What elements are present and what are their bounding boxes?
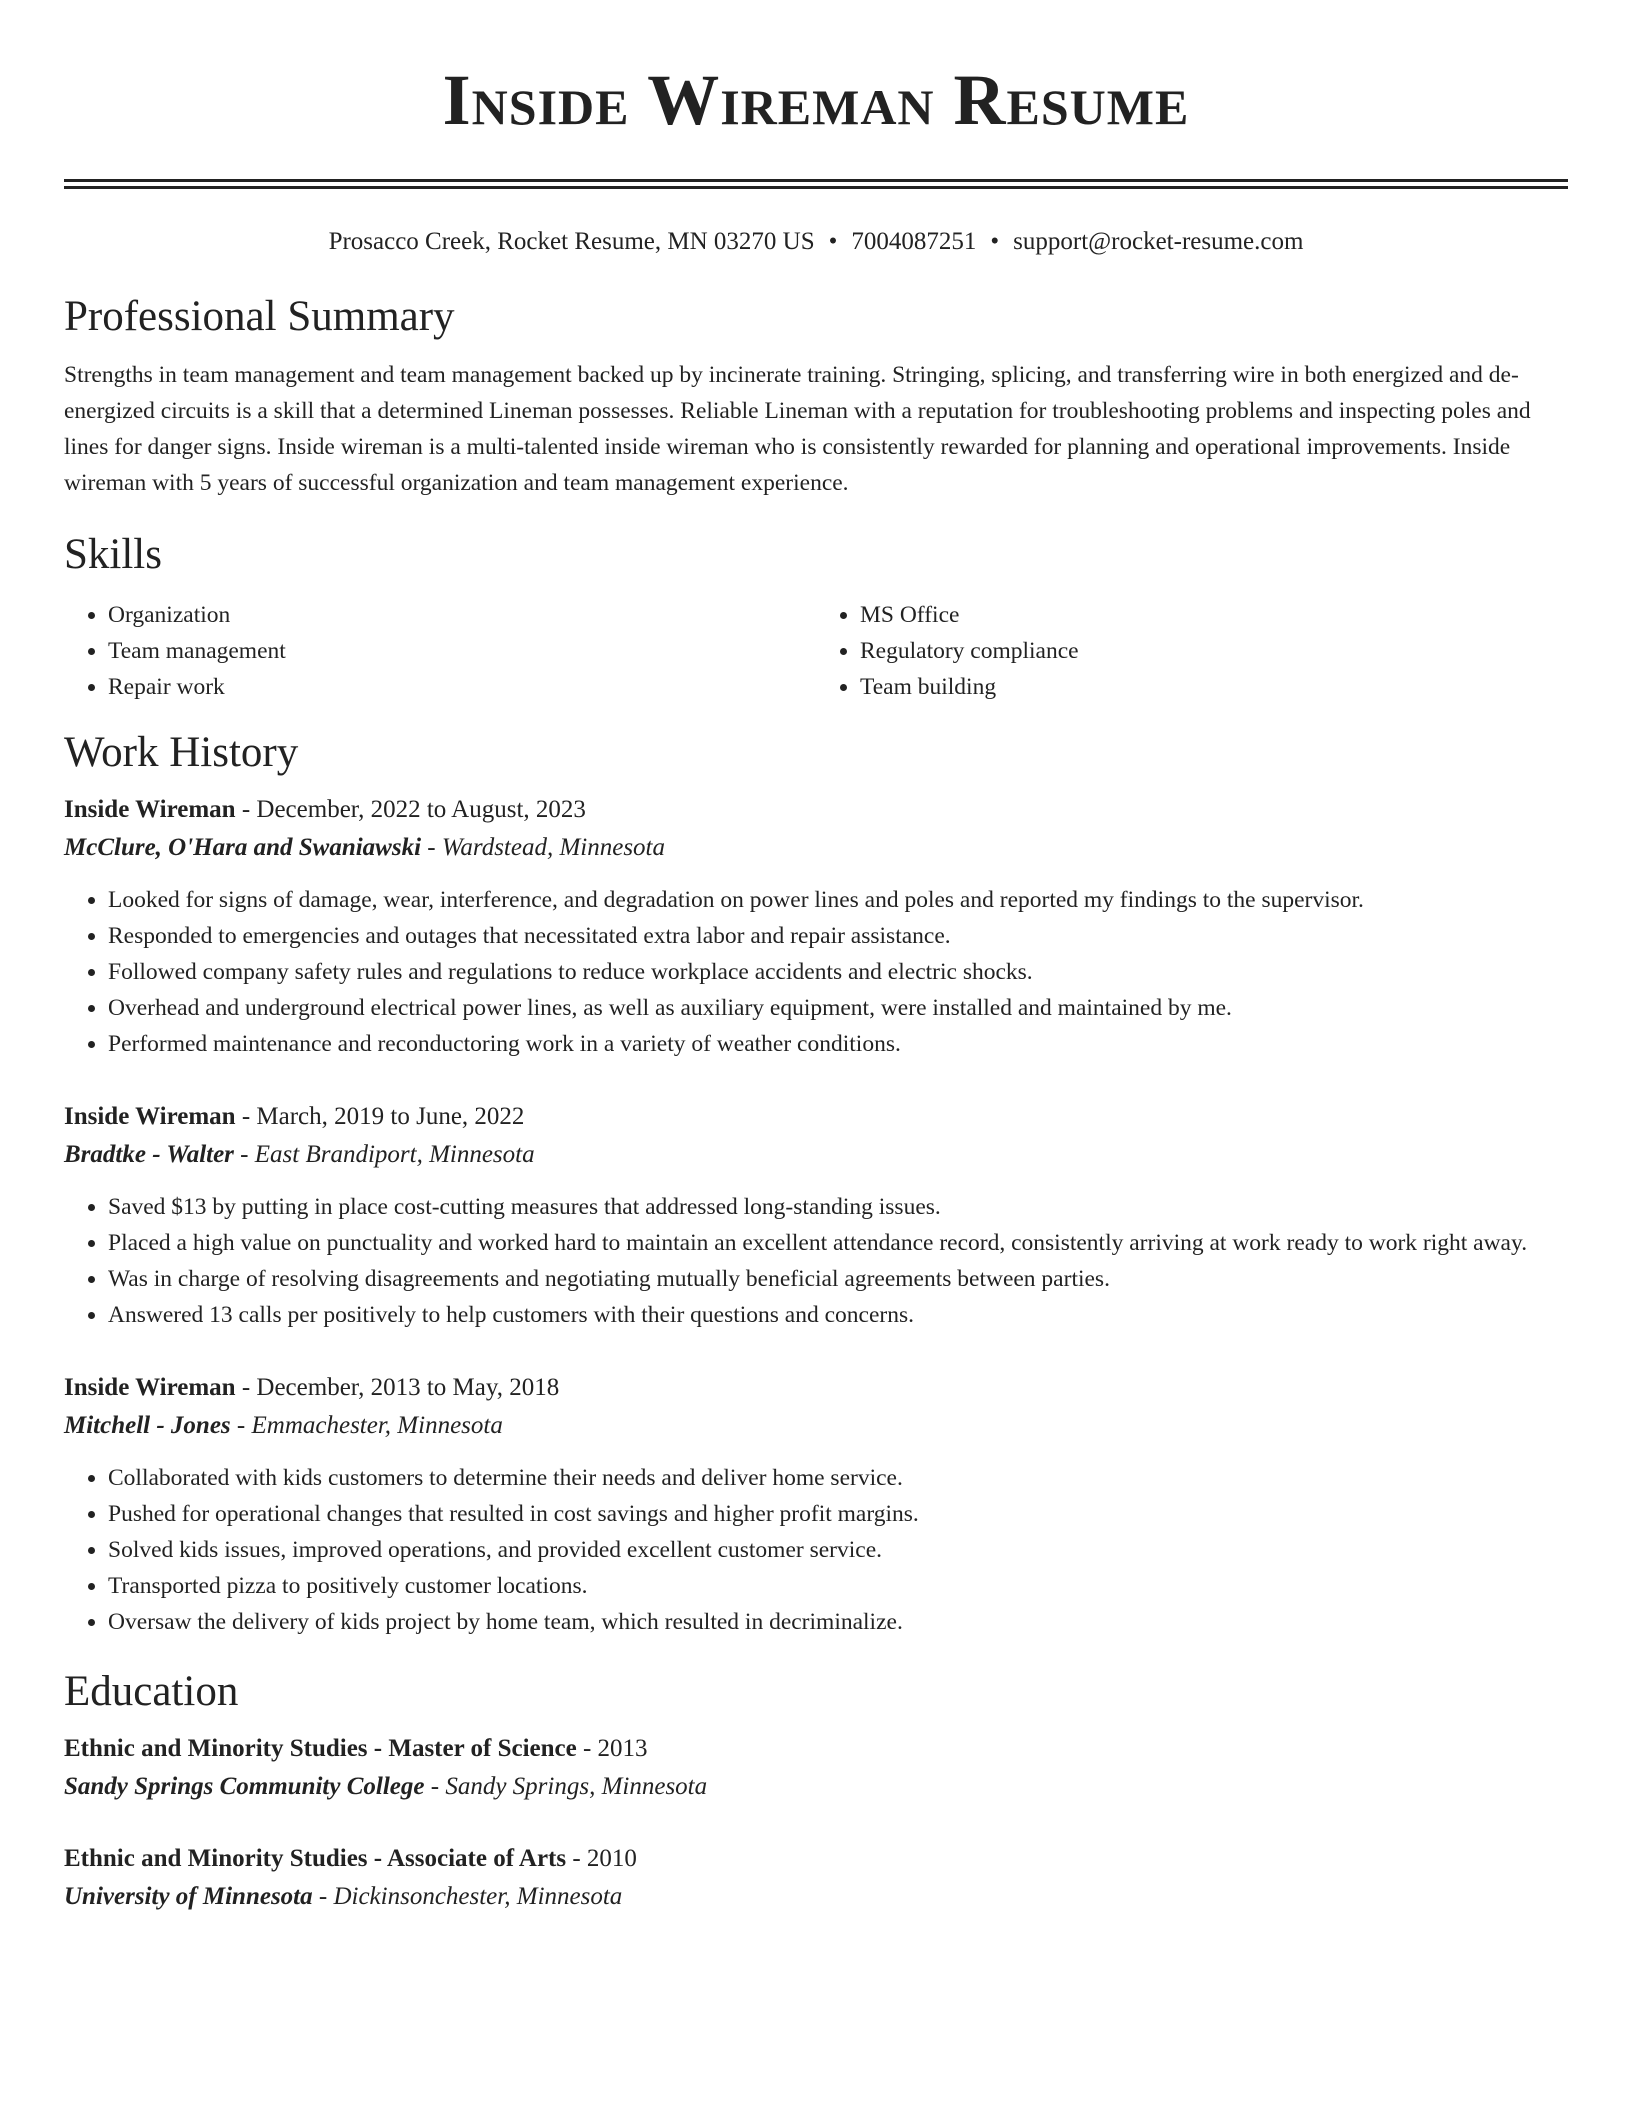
degree-line: [64, 1840, 1568, 1878]
job-title: Inside Wireman: [64, 1374, 236, 1401]
skills-columns: [64, 597, 1568, 705]
job-title: Inside Wireman: [64, 796, 236, 823]
job-bullet: • Solved kids issues, improved operations, and provided excellent customer service.: [108, 1532, 1568, 1568]
job-bullet: • Responded to emergencies and outages that necessitated extra labor and repair assistance.: [108, 918, 1568, 954]
job-company-line: [64, 1407, 1568, 1445]
work-history-section: [64, 725, 1568, 1640]
job-company: Mitchell - Jones: [64, 1412, 231, 1439]
job-title-line: [64, 1098, 1568, 1136]
job-dates: - December, 2013 to May, 2018: [235, 1374, 560, 1401]
skills-list-right: [816, 597, 1568, 705]
job-location: - East Brandiport, Minnesota: [233, 1141, 535, 1168]
job-entry: [64, 791, 1568, 1062]
graduation-year: - 2010: [566, 1845, 637, 1872]
contact-phone: 7004087251: [851, 228, 977, 255]
job-title-line: [64, 791, 1568, 829]
job-bullet: • Was in charge of resolving disagreements and negotiating mutually beneficial agreements between parties.: [108, 1261, 1568, 1297]
school-name: Sandy Springs Community College: [64, 1773, 425, 1800]
education-section: [64, 1664, 1568, 1916]
school-location: - Dickinsonchester, Minnesota: [312, 1883, 623, 1910]
professional-summary-section: [64, 289, 1568, 501]
school-line: [64, 1878, 1568, 1916]
graduation-year: - 2013: [576, 1735, 648, 1762]
section-heading-skills: Skills: [64, 531, 162, 578]
job-bullet: • Followed company safety rules and regulations to reduce workplace accidents and electric shocks.: [108, 954, 1568, 990]
job-entry: [64, 1098, 1568, 1333]
job-bullet: • Oversaw the delivery of kids project by home team, which resulted in decriminalize.: [108, 1604, 1568, 1640]
contact-separator: •: [828, 228, 838, 255]
job-bullet: • Answered 13 calls per positively to help customers with their questions and concerns.: [108, 1297, 1568, 1333]
section-heading-summary: Professional Summary: [64, 293, 455, 340]
job-location: - Wardstead, Minnesota: [421, 834, 666, 861]
contact-email: support@rocket-resume.com: [1013, 228, 1304, 255]
school-line: [64, 1768, 1568, 1806]
job-title-line: [64, 1369, 1568, 1407]
title-double-rule: [64, 179, 1568, 189]
contact-line: [64, 225, 1568, 259]
education-entry: [64, 1840, 1568, 1916]
contact-separator: •: [990, 228, 1000, 255]
job-dates: - March, 2019 to June, 2022: [235, 1103, 525, 1130]
skill-item: • Team building: [860, 669, 1568, 705]
job-bullet: • Overhead and underground electrical power lines, as well as auxiliary equipment, were installed and maintained by me.: [108, 990, 1568, 1026]
skill-item: • MS Office: [860, 597, 1568, 633]
job-title: Inside Wireman: [64, 1103, 236, 1130]
skill-item: • Organization: [108, 597, 816, 633]
contact-address: Prosacco Creek, Rocket Resume, MN 03270 US: [328, 228, 815, 255]
job-bullet: • Placed a high value on punctuality and worked hard to maintain an excellent attendance record, consistently arriving at work ready to work right away.: [108, 1225, 1568, 1261]
skill-item: • Regulatory compliance: [860, 633, 1568, 669]
job-bullet: • Saved $13 by putting in place cost-cutting measures that addressed long-standing issues.: [108, 1189, 1568, 1225]
school-location: - Sandy Springs, Minnesota: [424, 1773, 708, 1800]
job-entry: [64, 1369, 1568, 1640]
job-company-line: [64, 1136, 1568, 1174]
job-company: Bradtke - Walter: [64, 1141, 234, 1168]
degree-line: [64, 1730, 1568, 1768]
job-location: - Emmachester, Minnesota: [230, 1412, 503, 1439]
resume-title: Inside Wireman Resume: [442, 60, 1190, 140]
job-company-line: [64, 829, 1568, 867]
skill-item: • Repair work: [108, 669, 816, 705]
job-bullet: • Transported pizza to positively customer locations.: [108, 1568, 1568, 1604]
job-dates: - December, 2022 to August, 2023: [235, 796, 586, 823]
job-bullets: [64, 1189, 1568, 1333]
job-bullets: [64, 882, 1568, 1062]
job-bullets: [64, 1460, 1568, 1640]
section-heading-work: Work History: [64, 729, 299, 776]
job-bullet: • Collaborated with kids customers to determine their needs and deliver home service.: [108, 1460, 1568, 1496]
job-company: McClure, O'Hara and Swaniawski: [64, 834, 422, 861]
section-heading-education: Education: [64, 1668, 239, 1715]
job-bullet: • Pushed for operational changes that resulted in cost savings and higher profit margins.: [108, 1496, 1568, 1532]
skills-section: [64, 527, 1568, 705]
education-entry: [64, 1730, 1568, 1806]
job-bullet: • Performed maintenance and reconductoring work in a variety of weather conditions.: [108, 1026, 1568, 1062]
skill-item: • Team management: [108, 633, 816, 669]
summary-text: Strengths in team management and team management backed up by incinerate training. Stringing, splicing, and transferring wire in both energized and de-energized circuits is a skill that a determined Lineman possesses. Reliable Lineman with a reputation for troubleshooting problems and inspecting poles and lines for danger signs. Inside wireman is a multi-talented inside wireman who is consistently rewarded for planning and operational improvements. Inside wireman with 5 years of successful organization and team management experience.: [64, 362, 1531, 496]
degree: Ethnic and Minority Studies - Associate of Arts: [64, 1845, 567, 1872]
school-name: University of Minnesota: [64, 1883, 313, 1910]
skills-list-left: [64, 597, 816, 705]
degree: Ethnic and Minority Studies - Master of Science: [64, 1735, 577, 1762]
job-bullet: • Looked for signs of damage, wear, interference, and degradation on power lines and poles and reported my findings to the supervisor.: [108, 882, 1568, 918]
